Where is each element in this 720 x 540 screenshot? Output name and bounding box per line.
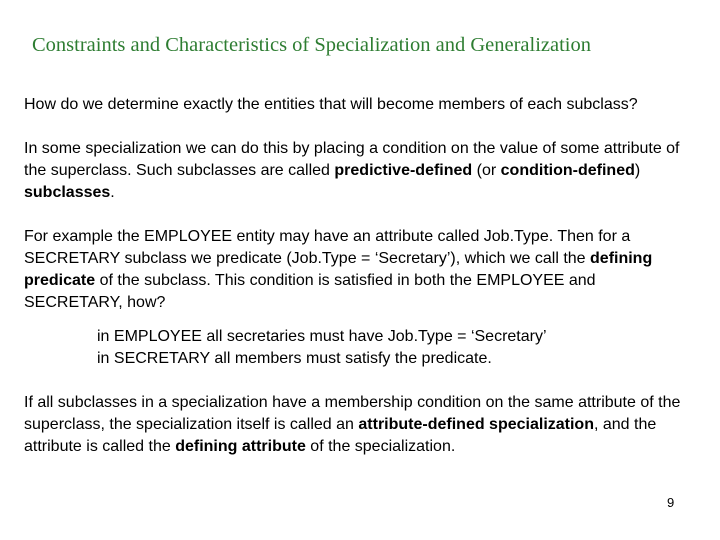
indented-line-employee: in EMPLOYEE all secretaries must have Job.Type = ‘Secretary’ <box>97 328 547 345</box>
text-segment: ) <box>634 162 641 179</box>
slide-body <box>24 94 696 458</box>
text-segment: . <box>110 184 115 201</box>
term-defining-attribute: defining attribute <box>175 438 306 455</box>
indented-line-secretary: in SECRETARY all members must satisfy the predicate. <box>97 350 492 367</box>
term-condition-defined: condition-defined <box>500 162 635 179</box>
text-segment: If all subclasses in a specialization have a membership condition on the same attribute of the superclass, the specialization itself is called an <box>24 394 681 433</box>
text-segment: For example the EMPLOYEE entity may have an attribute called Job.Type. Then for a SECRETARY subclass we predicate (Job.Type = ‘Secretary’), which we call the <box>24 228 631 267</box>
spacer <box>24 370 696 392</box>
page-number: 9 <box>667 495 675 510</box>
question-text: How do we determine exactly the entities that will become members of each subclass? <box>24 96 638 113</box>
term-subclasses: subclasses <box>24 184 111 201</box>
spacer <box>24 204 696 226</box>
text-segment: , and the attribute is called the <box>24 416 657 455</box>
text-segment: (or <box>472 162 501 179</box>
text-segment: In some specialization we can do this by placing a condition on the value of some attribute of the superclass. Such subclasses are called <box>24 140 680 179</box>
paragraph-predicate-defined <box>24 138 696 204</box>
paragraph-attribute-defined <box>24 392 696 458</box>
paragraph-question <box>24 94 696 116</box>
paragraph-example <box>24 226 696 314</box>
text-segment: of the specialization. <box>305 438 456 455</box>
term-attribute-defined-specialization: attribute-defined specialization <box>358 416 594 433</box>
spacer <box>24 116 696 138</box>
text-segment: of the subclass. This condition is satisfied in both the EMPLOYEE and SECRETARY, how? <box>24 272 596 311</box>
term-defining-predicate: defining predicate <box>24 250 653 289</box>
term-predictive-defined: predictive-defined <box>334 162 473 179</box>
slide-title: Constraints and Characteristics of Specialization and Generalization <box>32 34 592 56</box>
spacer <box>24 314 696 326</box>
